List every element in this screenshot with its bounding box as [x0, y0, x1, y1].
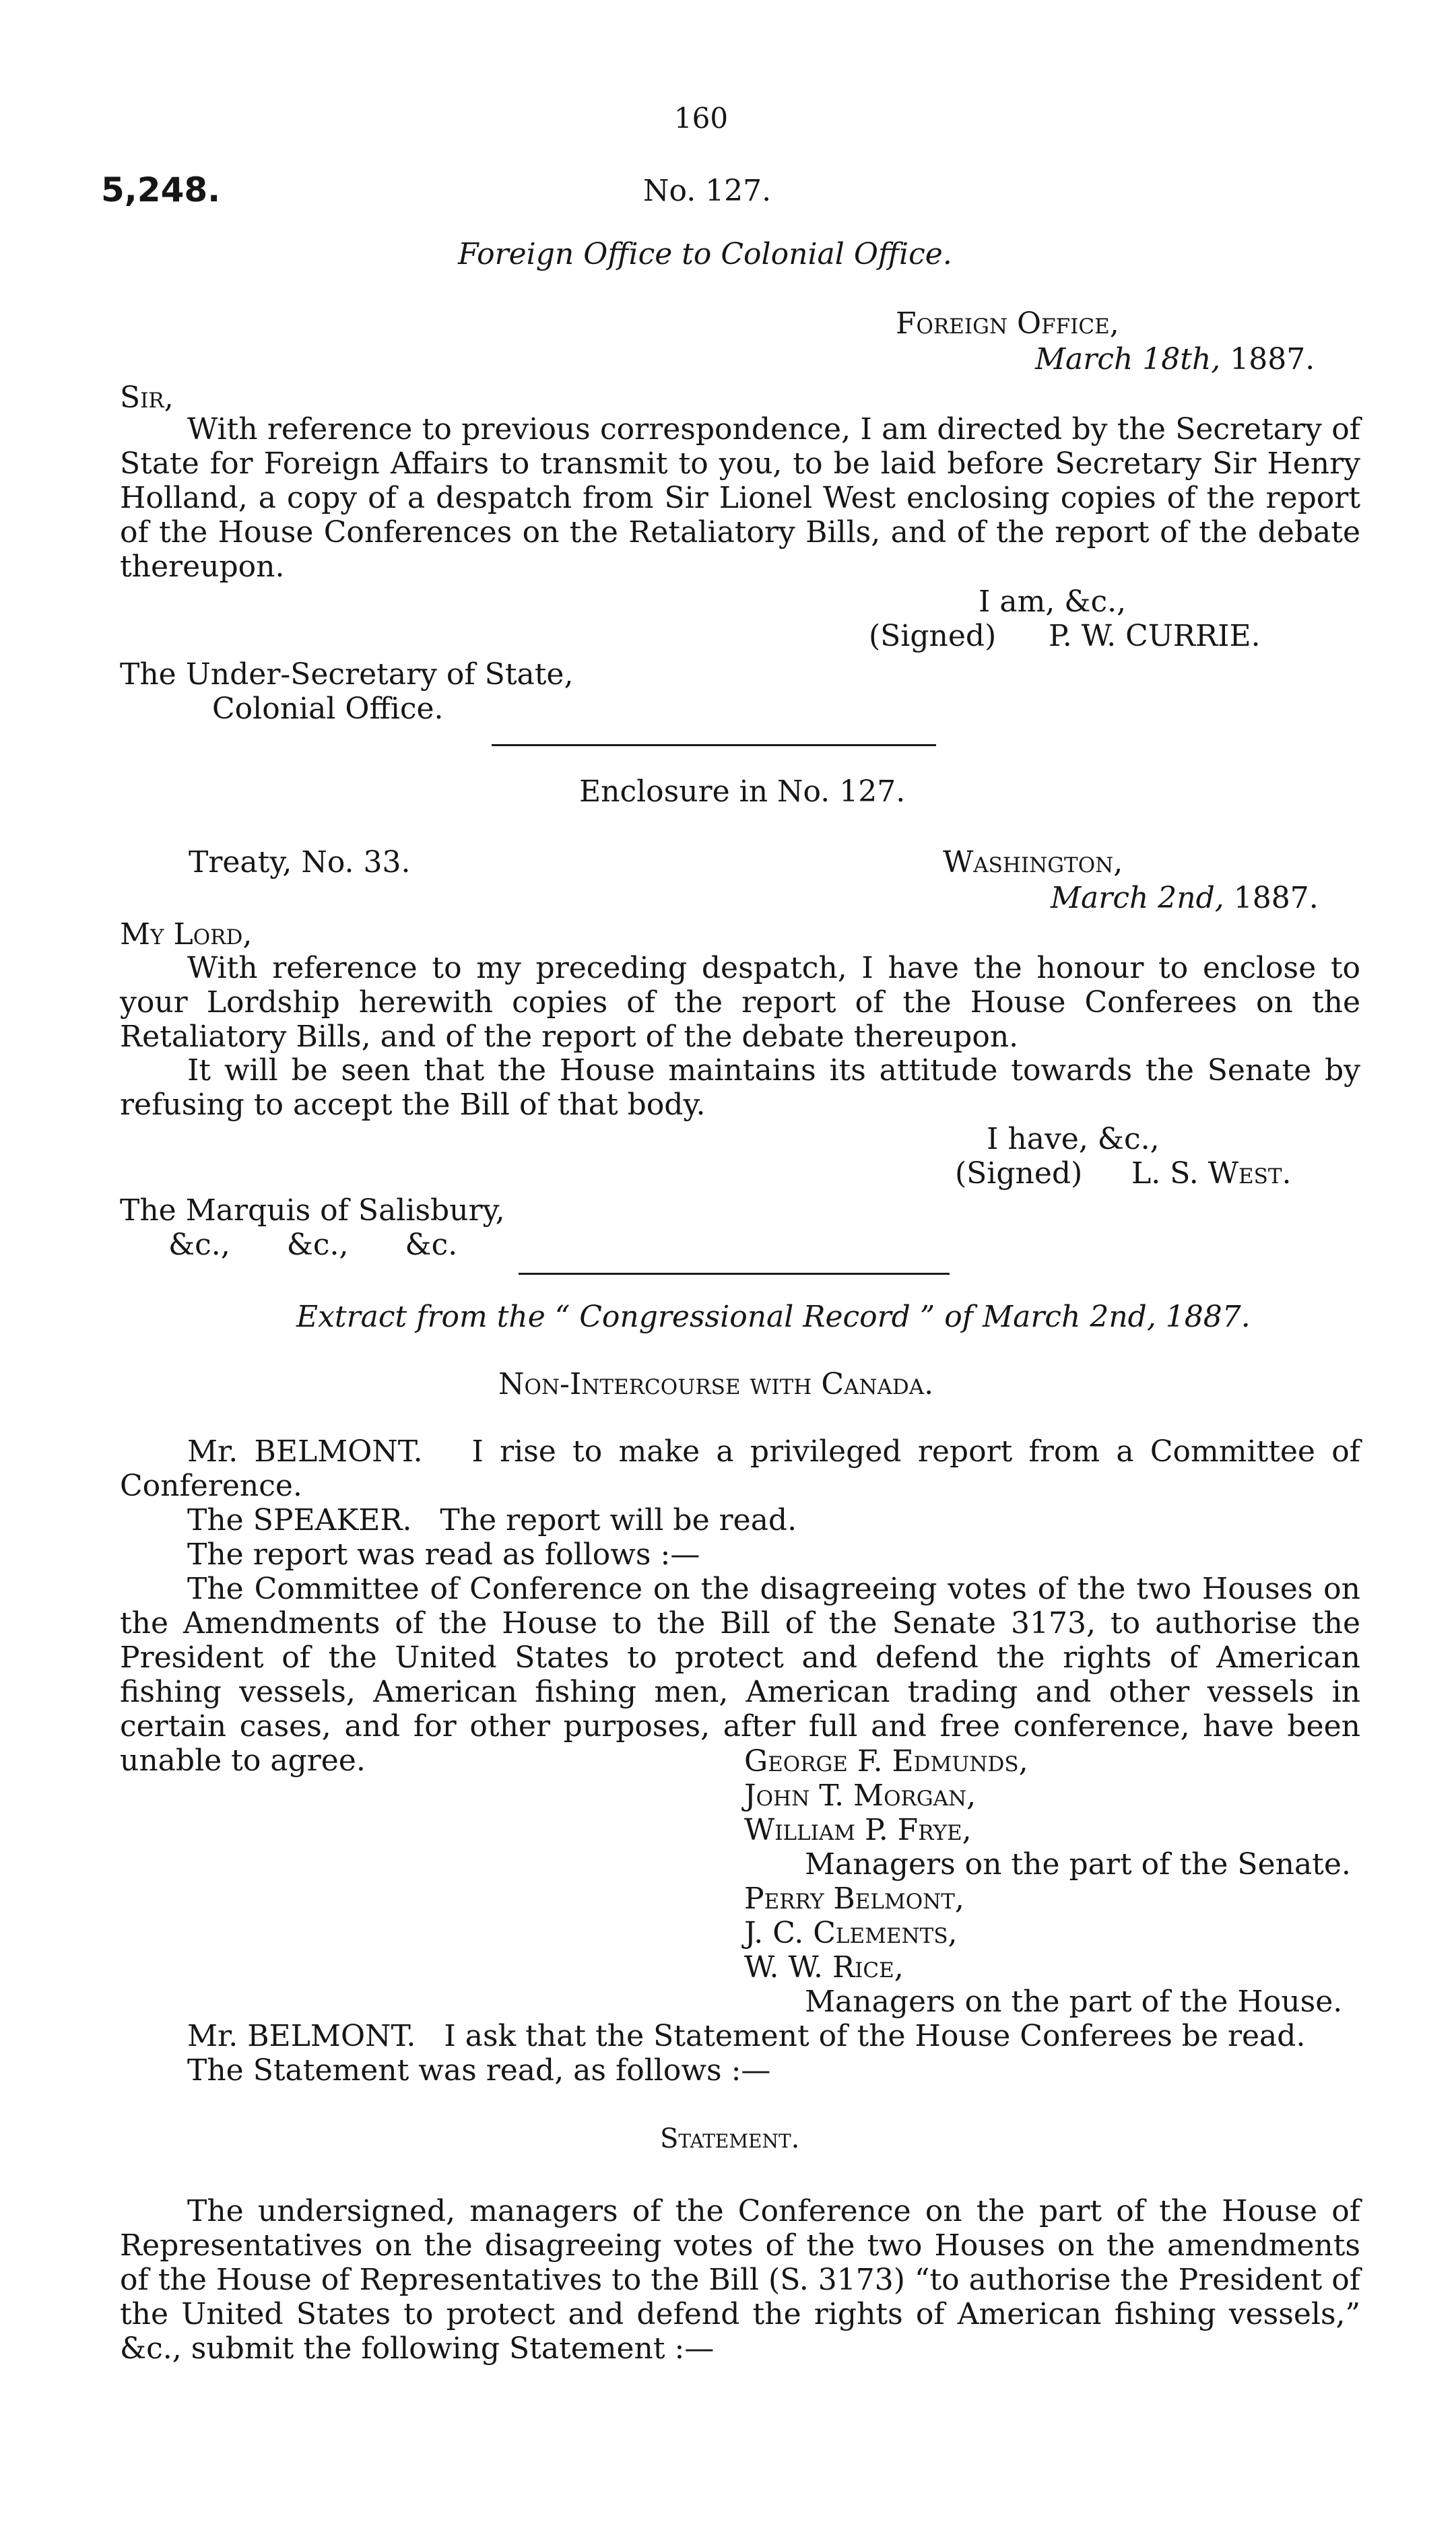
- house-manager-1: Perry Belmont,: [744, 1882, 964, 1916]
- senate-manager-3: William P. Frye,: [744, 1813, 972, 1847]
- house-manager-2: J. C. Clements,: [744, 1916, 958, 1950]
- house-managers-label: Managers on the part of the House.: [805, 1985, 1343, 2019]
- despatch-body: With reference to previous correspondence, I am directed by the Secretary of State for Foreign Affairs to transmit to you, to be laid before Secretary Sir Henry Holland, a copy of a despatch from Sir Lionel West enclosing copies of the report of the House Conferences on the Retaliatory Bills, and of the report of the debate thereupon.: [120, 412, 1360, 584]
- enclosure-salutation: My Lord,: [120, 917, 253, 952]
- enclosure-signed: (Signed): [955, 1156, 1083, 1191]
- enclosure-body-paragraph-1: With reference to my preceding despatch, I have the honour to enclose to your Lordship herewith copies of the report of the House Conferees on the Retaliatory Bills, and of the report of the debate thereupon.: [120, 951, 1360, 1054]
- statement-paragraph: The undersigned, managers of the Conference on the part of the House of Representatives on the disagreeing votes of the two Houses on the amendments of the House of Representatives to the Bill (S. 3173) “to authorise the President of the United States to protect and defend the rights of American fishing vessels,” &c., submit the following Statement :—: [120, 2194, 1360, 2366]
- despatch-date-day: March 18th,: [1035, 342, 1221, 376]
- statement-title: Statement.: [660, 2123, 800, 2154]
- extract-paragraph-4: The Committee of Conference on the disagreeing votes of the two Houses on the Amendments of the House to the Bill of the Senate 3173, to authorise the President of the United States to protect and defend the rights of American fishing vessels, American fishing men, American trading and other vessels in certain cases, and for other purposes, after full and free conference, have been unable to agree.: [120, 1572, 1360, 1778]
- section-divider: [492, 744, 936, 746]
- despatch-closing: I am, &c.,: [979, 585, 1127, 619]
- enclosure-date-day: March 2nd,: [1051, 881, 1224, 915]
- enclosure-closing: I have, &c.,: [987, 1122, 1160, 1156]
- extract-paragraph-6: The Statement was read, as follows :—: [187, 2053, 771, 2088]
- enclosure-treaty: Treaty, No. 33.: [189, 845, 411, 879]
- senate-managers-label: Managers on the part of the Senate.: [805, 1847, 1351, 1882]
- enclosure-addressee-line1: The Marquis of Salisbury,: [120, 1193, 505, 1228]
- despatch-addressee-line2: Colonial Office.: [212, 692, 444, 726]
- despatch-signer: P. W. CURRIE.: [1049, 619, 1261, 653]
- despatch-addressee-line1: The Under-Secretary of State,: [120, 657, 574, 692]
- senate-manager-1: George F. Edmunds,: [744, 1744, 1028, 1779]
- despatch-heading: Foreign Office to Colonial Office.: [458, 237, 952, 271]
- page-number: 160: [673, 102, 729, 135]
- enclosure-date: [1051, 881, 1319, 916]
- section-divider: [519, 1273, 950, 1275]
- document-number: 5,248.: [101, 170, 221, 209]
- despatch-date-year: 1887.: [1220, 342, 1315, 376]
- extract-paragraph-2: The SPEAKER. The report will be read.: [187, 1503, 797, 1537]
- despatch-place: Foreign Office,: [896, 306, 1119, 341]
- despatch-date: [1035, 342, 1315, 377]
- despatch-salutation: Sir,: [120, 380, 174, 415]
- extract-paragraph-3: The report was read as follows :—: [187, 1537, 700, 1572]
- despatch-number: No. 127.: [643, 174, 772, 208]
- extract-title: Non-Intercourse with Canada.: [498, 1367, 934, 1401]
- enclosure-date-year: 1887.: [1224, 881, 1319, 915]
- enclosure-heading: Enclosure in No. 127.: [579, 774, 906, 809]
- despatch-signed: (Signed): [869, 619, 997, 653]
- enclosure-place: Washington,: [943, 845, 1123, 879]
- extract-heading: Extract from the “ Congressional Record ” of March 2nd, 1887.: [296, 1300, 1251, 1334]
- enclosure-signer: L. S. West.: [1131, 1156, 1292, 1191]
- extract-paragraph-5: Mr. BELMONT. I ask that the Statement of the House Conferees be read.: [187, 2019, 1306, 2053]
- enclosure-addressee-line2: &c., &c., &c.: [168, 1228, 458, 1262]
- house-manager-3: W. W. Rice,: [744, 1950, 904, 1985]
- enclosure-body-paragraph-2: It will be seen that the House maintains its attitude towards the Senate by refusing to accept the Bill of that body.: [120, 1053, 1360, 1122]
- extract-paragraph-1: Mr. BELMONT. I rise to make a privileged report from a Committee of Conference.: [120, 1434, 1370, 1503]
- senate-manager-2: John T. Morgan,: [744, 1779, 977, 1813]
